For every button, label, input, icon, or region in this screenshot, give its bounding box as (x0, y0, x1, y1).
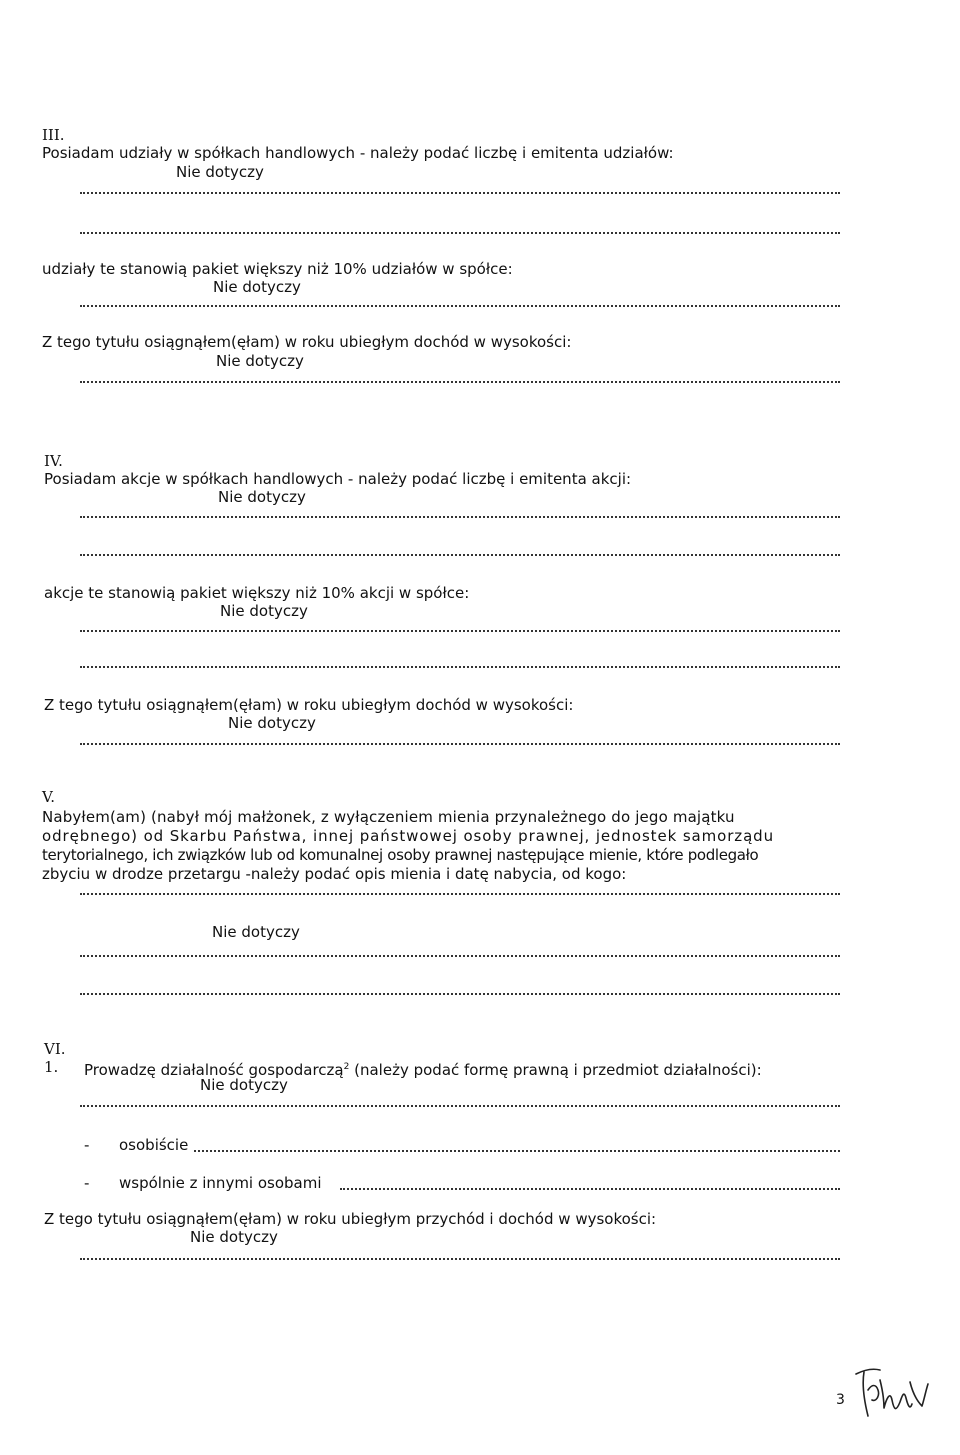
dotted-line (80, 1105, 840, 1107)
option-personally: osobiście (119, 1136, 189, 1154)
page-number: 3 (836, 1392, 845, 1408)
dotted-line (80, 955, 840, 957)
answer-business: Nie dotyczy (200, 1076, 288, 1094)
answer-shares-package: Nie dotyczy (213, 278, 301, 296)
question-stocks-income: Z tego tytułu osiągnąłem(ęłam) w roku ubiegłym dochód w wysokości: (44, 696, 574, 714)
answer-stocks: Nie dotyczy (218, 488, 306, 506)
answer-shares: Nie dotyczy (176, 163, 264, 181)
question-stocks: Posiadam akcje w spółkach handlowych - należy podać liczbę i emitenta akcji: (44, 470, 632, 488)
dotted-line (80, 192, 840, 194)
footnote-marker: 2 (343, 1062, 350, 1072)
property-paragraph-line-2: odrębnego) od Skarbu Państwa, innej państwowej osoby prawnej, jednostek samorządu (42, 827, 774, 845)
dotted-line (80, 305, 840, 307)
property-paragraph-line-1: Nabyłem(am) (nabył mój małżonek, z wyłączeniem mienia przynależnego do jego majątku (42, 808, 735, 826)
dotted-line (80, 743, 840, 745)
business-question-rest: (należy podać formę prawną i przedmiot działalności): (349, 1061, 762, 1079)
section-header-iv: IV. (44, 452, 63, 470)
property-paragraph-line-4: zbyciu w drodze przetargu -należy podać opis mienia i datę nabycia, od kogo: (42, 865, 627, 883)
section-header-vi: VI. (44, 1040, 66, 1058)
section-header-iii: III. (42, 126, 65, 144)
handwritten-signature (850, 1360, 930, 1430)
question-shares-income: Z tego tytułu osiągnąłem(ęłam) w roku ubiegłym dochód w wysokości: (42, 333, 572, 351)
item-number-1: 1. (44, 1058, 59, 1076)
dotted-line (80, 554, 840, 556)
dotted-line (340, 1188, 840, 1190)
question-business-income: Z tego tytułu osiągnąłem(ęłam) w roku ubiegłym przychód i dochód w wysokości: (44, 1210, 657, 1228)
answer-shares-income: Nie dotyczy (216, 352, 304, 370)
dotted-line (80, 381, 840, 383)
answer-stocks-package: Nie dotyczy (220, 602, 308, 620)
dash-marker: - (84, 1174, 90, 1192)
option-jointly: wspólnie z innymi osobami (119, 1174, 322, 1192)
dotted-line (80, 993, 840, 995)
dotted-line (80, 232, 840, 234)
answer-property: Nie dotyczy (212, 923, 300, 941)
question-business (84, 1058, 762, 1079)
question-stocks-package: akcje te stanowią pakiet większy niż 10% akcji w spółce: (44, 584, 470, 602)
dotted-line (80, 516, 840, 518)
business-question-text: Prowadzę działalność gospodarczą (84, 1061, 344, 1079)
dotted-line (80, 1258, 840, 1260)
answer-business-income: Nie dotyczy (190, 1228, 278, 1246)
answer-stocks-income: Nie dotyczy (228, 714, 316, 732)
property-paragraph-line-3: terytorialnego, ich związków lub od komunalnej osoby prawnej następujące mienie, które podlegało (42, 846, 759, 864)
section-header-v: V. (42, 788, 55, 806)
dotted-line (80, 630, 840, 632)
dotted-line (80, 893, 840, 895)
dotted-line (80, 666, 840, 668)
dash-marker: - (84, 1136, 90, 1154)
question-shares: Posiadam udziały w spółkach handlowych - należy podać liczbę i emitenta udziałów: (42, 144, 674, 162)
dotted-line (194, 1150, 840, 1152)
question-shares-package: udziały te stanowią pakiet większy niż 10% udziałów w spółce: (42, 260, 513, 278)
